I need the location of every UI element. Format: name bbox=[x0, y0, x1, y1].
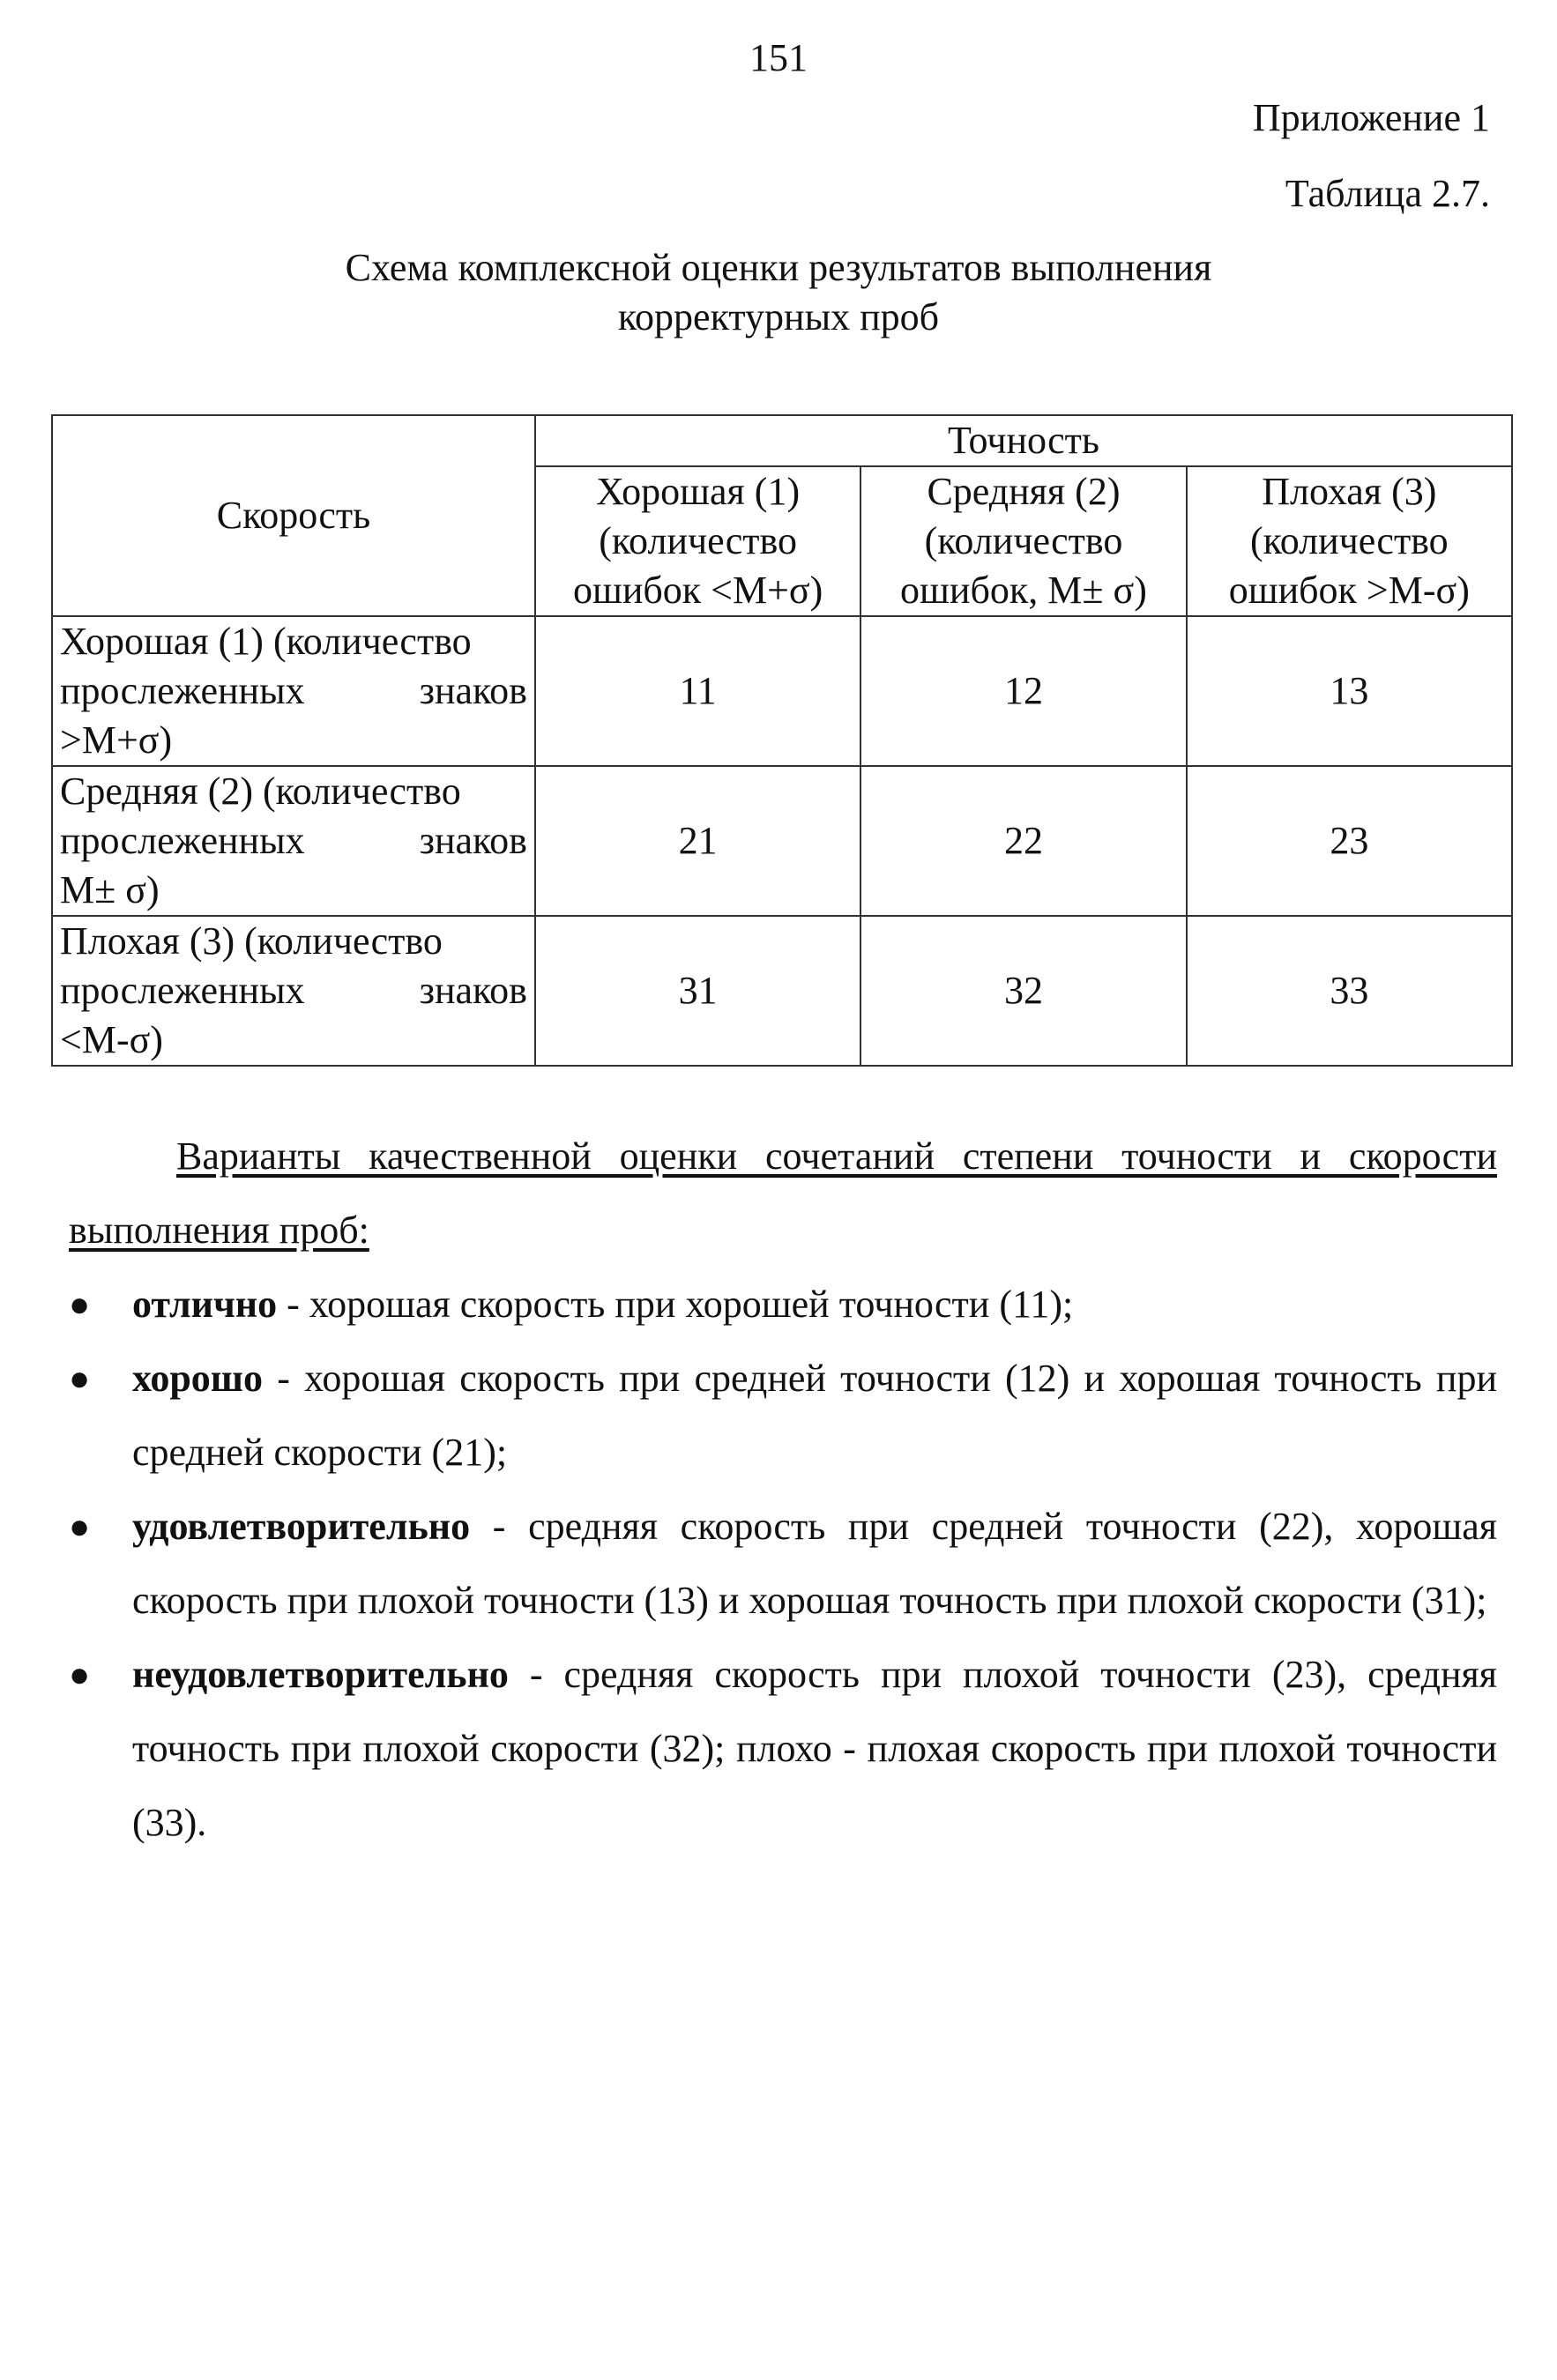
column-label-line: (количество bbox=[924, 519, 1123, 562]
table-cell: 12 bbox=[860, 616, 1186, 766]
title-line-2: корректурных проб bbox=[617, 295, 940, 338]
row-label-line: Плохая (3) (количество bbox=[60, 919, 443, 963]
column-label-line: Хорошая (1) bbox=[596, 470, 801, 513]
bullet-icon: ● bbox=[69, 1506, 91, 1546]
row-label-word: знаков bbox=[419, 819, 527, 862]
row-label-line: Хорошая (1) (количество bbox=[60, 620, 472, 663]
document-title bbox=[0, 243, 1557, 342]
bullet-icon: ● bbox=[69, 1358, 91, 1398]
table-row-speed-medium bbox=[52, 766, 1512, 916]
appendix-label: Приложение 1 bbox=[1252, 96, 1490, 139]
variant-text: - хорошая скорость при средней точности (12) и хорошая точность при средней скорости (21); bbox=[132, 1357, 1497, 1474]
page-number: 151 bbox=[749, 36, 808, 79]
accuracy-column-good bbox=[535, 466, 860, 616]
variant-text: - средняя скорость при плохой точности (23), средняя точность при плохой скорости (32); плохо - плохая скорость при плохой точности (33). bbox=[132, 1653, 1497, 1844]
table-cell: 21 bbox=[535, 766, 860, 916]
table-cell: 33 bbox=[1187, 916, 1512, 1066]
speed-header: Скорость bbox=[52, 415, 535, 616]
row-label-word: знаков bbox=[419, 969, 527, 1012]
variant-term: отлично bbox=[132, 1283, 278, 1326]
column-label-line: (количество bbox=[599, 519, 797, 562]
row-label-word: прослеженных bbox=[60, 969, 305, 1012]
table-cell: 11 bbox=[535, 616, 860, 766]
variant-term: неудовлетворительно bbox=[132, 1653, 509, 1696]
variant-item-satisfactory bbox=[69, 1490, 1497, 1638]
bullet-icon: ● bbox=[69, 1284, 91, 1324]
table-cell: 32 bbox=[860, 916, 1186, 1066]
row-label-line: >М+σ) bbox=[60, 718, 173, 762]
table-label: Таблица 2.7. bbox=[1285, 172, 1490, 215]
row-label-word: знаков bbox=[419, 669, 527, 712]
variant-item-good bbox=[69, 1342, 1497, 1490]
column-label-line: Плохая (3) bbox=[1262, 470, 1437, 513]
bullet-icon: ● bbox=[69, 1655, 91, 1694]
row-label-line: <М-σ) bbox=[60, 1018, 163, 1061]
assessment-table bbox=[51, 414, 1513, 1067]
column-label-line: ошибок >М-σ) bbox=[1228, 569, 1470, 612]
row-label bbox=[52, 766, 535, 916]
row-label-word: прослеженных bbox=[60, 819, 305, 862]
variant-term: хорошо bbox=[132, 1357, 263, 1400]
variant-list bbox=[69, 1268, 1497, 1860]
variant-text: - средняя скорость при средней точности (22), хорошая скорость при плохой точности (13) и хорошая точность при плохой скорости (31); bbox=[132, 1505, 1497, 1622]
table-cell: 31 bbox=[535, 916, 860, 1066]
column-label-line: (количество bbox=[1249, 519, 1449, 562]
variant-term: удовлетворительно bbox=[132, 1505, 471, 1548]
row-label-word: прослеженных bbox=[60, 669, 305, 712]
variants-section bbox=[69, 1119, 1497, 1860]
table-row-speed-good bbox=[52, 616, 1512, 766]
variant-item-unsatisfactory bbox=[69, 1638, 1497, 1860]
table-cell: 13 bbox=[1187, 616, 1512, 766]
row-label-line: М± σ) bbox=[60, 868, 160, 911]
variants-intro: Варианты качественной оценки сочетаний степени точности и скорости выполнения проб: bbox=[69, 1134, 1497, 1252]
accuracy-column-poor bbox=[1187, 466, 1512, 616]
table-row-speed-poor bbox=[52, 916, 1512, 1066]
table-cell: 23 bbox=[1187, 766, 1512, 916]
row-label bbox=[52, 916, 535, 1066]
row-label-line: Средняя (2) (количество bbox=[60, 770, 461, 813]
row-label-line bbox=[60, 666, 527, 716]
column-label-line: ошибок, М± σ) bbox=[900, 569, 1147, 612]
variant-text: - хорошая скорость при хорошей точности (11); bbox=[277, 1283, 1074, 1326]
accuracy-header: Точность bbox=[535, 415, 1512, 466]
title-line-1: Схема комплексной оценки результатов выполнения bbox=[345, 246, 1212, 289]
accuracy-column-medium bbox=[860, 466, 1186, 616]
variant-item-excellent bbox=[69, 1268, 1497, 1342]
row-label bbox=[52, 616, 535, 766]
row-label-line bbox=[60, 966, 527, 1015]
table-cell: 22 bbox=[860, 766, 1186, 916]
row-label-line bbox=[60, 816, 527, 866]
column-label-line: ошибок <М+σ) bbox=[572, 569, 823, 612]
column-label-line: Средняя (2) bbox=[927, 470, 1121, 513]
